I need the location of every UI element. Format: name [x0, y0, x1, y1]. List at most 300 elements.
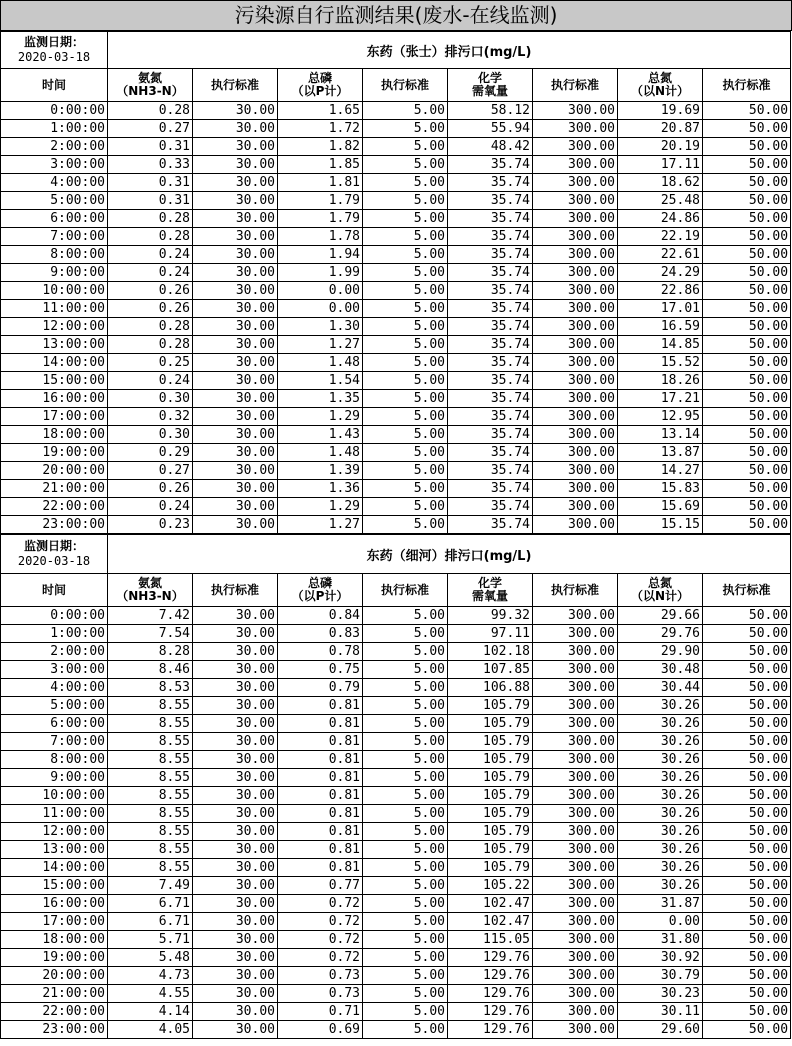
value-cell: 50.00	[703, 787, 791, 805]
value-cell: 29.90	[618, 643, 703, 661]
table-row	[1, 697, 791, 715]
value-cell: 5.00	[363, 625, 448, 643]
value-cell: 105.79	[448, 805, 533, 823]
value-cell: 50.00	[703, 192, 791, 210]
value-cell: 50.00	[703, 282, 791, 300]
table-row	[1, 390, 791, 408]
value-cell: 1.43	[278, 426, 363, 444]
value-cell: 15.69	[618, 498, 703, 516]
value-cell: 300.00	[533, 715, 618, 733]
column-header	[1, 574, 108, 607]
value-cell: 0.81	[278, 805, 363, 823]
time-cell: 13:00:00	[1, 841, 108, 859]
time-cell: 1:00:00	[1, 120, 108, 138]
value-cell: 0.31	[108, 192, 193, 210]
time-cell: 19:00:00	[1, 949, 108, 967]
value-cell: 300.00	[533, 228, 618, 246]
value-cell: 0.71	[278, 1003, 363, 1021]
table-row	[1, 733, 791, 751]
time-cell: 4:00:00	[1, 679, 108, 697]
column-header-line: （以P计）	[291, 84, 349, 98]
value-cell: 22.19	[618, 228, 703, 246]
value-cell: 105.22	[448, 877, 533, 895]
value-cell: 8.46	[108, 661, 193, 679]
value-cell: 30.26	[618, 787, 703, 805]
value-cell: 35.74	[448, 480, 533, 498]
table-row	[1, 643, 791, 661]
value-cell: 300.00	[533, 498, 618, 516]
value-cell: 5.00	[363, 372, 448, 390]
value-cell: 129.76	[448, 1003, 533, 1021]
blocks-container	[0, 31, 792, 1039]
value-cell: 5.00	[363, 390, 448, 408]
value-cell: 50.00	[703, 138, 791, 156]
value-cell: 16.59	[618, 318, 703, 336]
value-cell: 35.74	[448, 426, 533, 444]
table-row	[1, 408, 791, 426]
value-cell: 300.00	[533, 1003, 618, 1021]
column-header-line: 需氧量	[471, 589, 508, 603]
time-cell: 7:00:00	[1, 228, 108, 246]
value-cell: 30.00	[193, 607, 278, 625]
value-cell: 300.00	[533, 138, 618, 156]
outlet-name: 东药（张士）排污口(mg/L)	[108, 32, 791, 69]
value-cell: 13.87	[618, 444, 703, 462]
value-cell: 0.33	[108, 156, 193, 174]
time-cell: 6:00:00	[1, 210, 108, 228]
value-cell: 5.00	[363, 444, 448, 462]
value-cell: 30.00	[193, 661, 278, 679]
value-cell: 0.30	[108, 390, 193, 408]
value-cell: 50.00	[703, 805, 791, 823]
value-cell: 7.54	[108, 625, 193, 643]
monitor-table	[0, 31, 791, 534]
table-row	[1, 1021, 791, 1039]
table-row	[1, 715, 791, 733]
column-header-line: 需氧量	[471, 84, 508, 98]
value-cell: 18.26	[618, 372, 703, 390]
value-cell: 30.00	[193, 336, 278, 354]
value-cell: 5.00	[363, 643, 448, 661]
value-cell: 25.48	[618, 192, 703, 210]
value-cell: 5.00	[363, 138, 448, 156]
table-row	[1, 264, 791, 282]
value-cell: 0.77	[278, 877, 363, 895]
value-cell: 5.00	[363, 787, 448, 805]
value-cell: 50.00	[703, 390, 791, 408]
value-cell: 5.00	[363, 859, 448, 877]
value-cell: 129.76	[448, 1021, 533, 1039]
value-cell: 1.78	[278, 228, 363, 246]
value-cell: 30.00	[193, 156, 278, 174]
value-cell: 5.00	[363, 733, 448, 751]
column-header-line: 执行标准	[722, 582, 771, 597]
value-cell: 50.00	[703, 516, 791, 534]
value-cell: 1.48	[278, 444, 363, 462]
value-cell: 24.29	[618, 264, 703, 282]
value-cell: 31.87	[618, 895, 703, 913]
column-header-line: 总氮	[647, 576, 672, 590]
value-cell: 1.39	[278, 462, 363, 480]
column-header	[703, 574, 791, 607]
date-outlet-row	[1, 32, 791, 69]
value-cell: 58.12	[448, 102, 533, 120]
column-header	[448, 574, 533, 607]
value-cell: 50.00	[703, 949, 791, 967]
value-cell: 50.00	[703, 697, 791, 715]
time-cell: 14:00:00	[1, 859, 108, 877]
value-cell: 5.00	[363, 480, 448, 498]
table-row	[1, 913, 791, 931]
value-cell: 5.00	[363, 751, 448, 769]
value-cell: 0.31	[108, 174, 193, 192]
value-cell: 15.83	[618, 480, 703, 498]
value-cell: 5.00	[363, 1003, 448, 1021]
time-cell: 21:00:00	[1, 480, 108, 498]
value-cell: 107.85	[448, 661, 533, 679]
value-cell: 8.55	[108, 733, 193, 751]
value-cell: 30.00	[193, 282, 278, 300]
table-row	[1, 1003, 791, 1021]
value-cell: 18.62	[618, 174, 703, 192]
value-cell: 35.74	[448, 210, 533, 228]
value-cell: 50.00	[703, 607, 791, 625]
column-header-line: 化学	[477, 576, 502, 590]
table-row	[1, 246, 791, 264]
value-cell: 30.00	[193, 985, 278, 1003]
value-cell: 0.83	[278, 625, 363, 643]
value-cell: 8.55	[108, 823, 193, 841]
value-cell: 5.00	[363, 318, 448, 336]
column-header-line: 时间	[41, 77, 66, 92]
value-cell: 30.26	[618, 859, 703, 877]
column-header	[108, 574, 193, 607]
value-cell: 300.00	[533, 679, 618, 697]
value-cell: 5.00	[363, 985, 448, 1003]
time-cell: 8:00:00	[1, 246, 108, 264]
table-row	[1, 661, 791, 679]
monitor-date-label: 监测日期：	[23, 35, 84, 49]
table-row	[1, 210, 791, 228]
value-cell: 30.00	[193, 877, 278, 895]
value-cell: 0.24	[108, 372, 193, 390]
value-cell: 30.00	[193, 102, 278, 120]
table-row	[1, 769, 791, 787]
table-row	[1, 480, 791, 498]
value-cell: 50.00	[703, 733, 791, 751]
value-cell: 0.81	[278, 715, 363, 733]
table-row	[1, 841, 791, 859]
value-cell: 30.00	[193, 859, 278, 877]
value-cell: 300.00	[533, 661, 618, 679]
value-cell: 5.71	[108, 931, 193, 949]
value-cell: 48.42	[448, 138, 533, 156]
table-row	[1, 372, 791, 390]
value-cell: 4.05	[108, 1021, 193, 1039]
time-cell: 16:00:00	[1, 895, 108, 913]
value-cell: 0.25	[108, 354, 193, 372]
value-cell: 8.55	[108, 751, 193, 769]
value-cell: 30.00	[193, 733, 278, 751]
value-cell: 35.74	[448, 264, 533, 282]
value-cell: 5.00	[363, 769, 448, 787]
value-cell: 300.00	[533, 607, 618, 625]
column-header	[1, 69, 108, 102]
value-cell: 300.00	[533, 643, 618, 661]
time-cell: 10:00:00	[1, 282, 108, 300]
value-cell: 30.44	[618, 679, 703, 697]
value-cell: 0.28	[108, 318, 193, 336]
value-cell: 30.00	[193, 174, 278, 192]
table-row	[1, 877, 791, 895]
value-cell: 50.00	[703, 985, 791, 1003]
table-row	[1, 805, 791, 823]
value-cell: 30.79	[618, 967, 703, 985]
value-cell: 31.80	[618, 931, 703, 949]
value-cell: 30.00	[193, 625, 278, 643]
table-row	[1, 931, 791, 949]
value-cell: 20.19	[618, 138, 703, 156]
value-cell: 1.35	[278, 390, 363, 408]
value-cell: 30.00	[193, 300, 278, 318]
value-cell: 35.74	[448, 228, 533, 246]
column-header-line: 执行标准	[380, 77, 429, 92]
value-cell: 5.00	[363, 715, 448, 733]
value-cell: 5.00	[363, 877, 448, 895]
value-cell: 30.26	[618, 733, 703, 751]
column-header-line: 执行标准	[380, 582, 429, 597]
value-cell: 0.26	[108, 480, 193, 498]
value-cell: 0.81	[278, 751, 363, 769]
value-cell: 102.18	[448, 643, 533, 661]
table-row	[1, 625, 791, 643]
value-cell: 50.00	[703, 228, 791, 246]
value-cell: 5.00	[363, 174, 448, 192]
value-cell: 30.00	[193, 480, 278, 498]
value-cell: 50.00	[703, 354, 791, 372]
value-cell: 50.00	[703, 408, 791, 426]
value-cell: 30.00	[193, 787, 278, 805]
time-cell: 9:00:00	[1, 264, 108, 282]
value-cell: 99.32	[448, 607, 533, 625]
table-row	[1, 949, 791, 967]
value-cell: 5.00	[363, 336, 448, 354]
value-cell: 0.27	[108, 462, 193, 480]
value-cell: 5.00	[363, 300, 448, 318]
value-cell: 30.00	[193, 715, 278, 733]
value-cell: 29.60	[618, 1021, 703, 1039]
value-cell: 55.94	[448, 120, 533, 138]
value-cell: 5.00	[363, 949, 448, 967]
column-header-line: 执行标准	[722, 77, 771, 92]
column-header-line: 总磷	[307, 576, 332, 590]
value-cell: 0.00	[278, 282, 363, 300]
value-cell: 30.23	[618, 985, 703, 1003]
value-cell: 30.00	[193, 931, 278, 949]
column-header-line: 执行标准	[550, 582, 599, 597]
outlet-name: 东药（细河）排污口(mg/L)	[108, 535, 791, 574]
time-cell: 23:00:00	[1, 516, 108, 534]
value-cell: 1.27	[278, 336, 363, 354]
time-cell: 11:00:00	[1, 805, 108, 823]
value-cell: 1.29	[278, 408, 363, 426]
value-cell: 30.00	[193, 697, 278, 715]
value-cell: 5.00	[363, 192, 448, 210]
value-cell: 0.28	[108, 102, 193, 120]
column-header-row	[1, 574, 791, 607]
value-cell: 300.00	[533, 336, 618, 354]
value-cell: 35.74	[448, 300, 533, 318]
column-header-line: 化学	[477, 71, 502, 85]
column-header-line: 总氮	[647, 71, 672, 85]
monitor-date-label: 监测日期：	[23, 539, 84, 553]
column-header-line: 时间	[41, 582, 66, 597]
value-cell: 5.00	[363, 120, 448, 138]
value-cell: 300.00	[533, 697, 618, 715]
value-cell: 129.76	[448, 967, 533, 985]
value-cell: 5.00	[363, 210, 448, 228]
value-cell: 5.00	[363, 282, 448, 300]
time-cell: 20:00:00	[1, 462, 108, 480]
value-cell: 5.00	[363, 967, 448, 985]
value-cell: 19.69	[618, 102, 703, 120]
column-header	[363, 574, 448, 607]
value-cell: 0.29	[108, 444, 193, 462]
value-cell: 300.00	[533, 841, 618, 859]
value-cell: 50.00	[703, 120, 791, 138]
value-cell: 35.74	[448, 516, 533, 534]
value-cell: 300.00	[533, 192, 618, 210]
table-row	[1, 751, 791, 769]
table-row	[1, 787, 791, 805]
value-cell: 50.00	[703, 174, 791, 192]
value-cell: 300.00	[533, 859, 618, 877]
value-cell: 105.79	[448, 769, 533, 787]
value-cell: 20.87	[618, 120, 703, 138]
table-row	[1, 516, 791, 534]
time-cell: 8:00:00	[1, 751, 108, 769]
value-cell: 50.00	[703, 931, 791, 949]
time-cell: 18:00:00	[1, 426, 108, 444]
value-cell: 5.00	[363, 697, 448, 715]
time-cell: 16:00:00	[1, 390, 108, 408]
value-cell: 1.79	[278, 192, 363, 210]
value-cell: 35.74	[448, 354, 533, 372]
monitor-table	[0, 534, 791, 1039]
table-row	[1, 138, 791, 156]
value-cell: 300.00	[533, 751, 618, 769]
monitor-date-cell	[1, 535, 108, 574]
value-cell: 105.79	[448, 697, 533, 715]
value-cell: 35.74	[448, 318, 533, 336]
value-cell: 5.00	[363, 516, 448, 534]
value-cell: 300.00	[533, 931, 618, 949]
value-cell: 0.72	[278, 931, 363, 949]
value-cell: 29.76	[618, 625, 703, 643]
value-cell: 50.00	[703, 859, 791, 877]
table-row	[1, 354, 791, 372]
value-cell: 0.28	[108, 228, 193, 246]
value-cell: 129.76	[448, 949, 533, 967]
value-cell: 22.61	[618, 246, 703, 264]
value-cell: 50.00	[703, 462, 791, 480]
value-cell: 35.74	[448, 174, 533, 192]
value-cell: 6.71	[108, 895, 193, 913]
value-cell: 300.00	[533, 210, 618, 228]
value-cell: 5.00	[363, 246, 448, 264]
value-cell: 30.00	[193, 426, 278, 444]
time-cell: 12:00:00	[1, 318, 108, 336]
time-cell: 21:00:00	[1, 985, 108, 1003]
value-cell: 50.00	[703, 769, 791, 787]
page-title: 污染源自行监测结果(废水-在线监测)	[0, 0, 792, 31]
value-cell: 50.00	[703, 913, 791, 931]
value-cell: 50.00	[703, 336, 791, 354]
value-cell: 50.00	[703, 246, 791, 264]
table-row	[1, 192, 791, 210]
value-cell: 30.11	[618, 1003, 703, 1021]
value-cell: 300.00	[533, 733, 618, 751]
value-cell: 35.74	[448, 336, 533, 354]
table-row	[1, 318, 791, 336]
value-cell: 30.00	[193, 318, 278, 336]
time-cell: 18:00:00	[1, 931, 108, 949]
value-cell: 0.84	[278, 607, 363, 625]
time-cell: 13:00:00	[1, 336, 108, 354]
value-cell: 50.00	[703, 300, 791, 318]
value-cell: 7.42	[108, 607, 193, 625]
time-cell: 3:00:00	[1, 661, 108, 679]
monitor-date-cell	[1, 32, 108, 69]
value-cell: 8.55	[108, 787, 193, 805]
value-cell: 50.00	[703, 841, 791, 859]
column-header-line: （以P计）	[291, 589, 349, 603]
value-cell: 50.00	[703, 444, 791, 462]
time-cell: 0:00:00	[1, 102, 108, 120]
value-cell: 0.81	[278, 841, 363, 859]
value-cell: 30.00	[193, 1021, 278, 1039]
value-cell: 50.00	[703, 751, 791, 769]
column-header	[618, 69, 703, 102]
value-cell: 300.00	[533, 264, 618, 282]
column-header-row	[1, 69, 791, 102]
column-header	[703, 69, 791, 102]
time-cell: 3:00:00	[1, 156, 108, 174]
value-cell: 5.00	[363, 913, 448, 931]
value-cell: 300.00	[533, 390, 618, 408]
column-header-line: （以N计）	[630, 84, 690, 98]
value-cell: 30.00	[193, 408, 278, 426]
table-row	[1, 859, 791, 877]
time-cell: 5:00:00	[1, 697, 108, 715]
value-cell: 5.00	[363, 408, 448, 426]
value-cell: 17.21	[618, 390, 703, 408]
value-cell: 50.00	[703, 210, 791, 228]
value-cell: 1.48	[278, 354, 363, 372]
value-cell: 0.32	[108, 408, 193, 426]
value-cell: 30.00	[193, 264, 278, 282]
time-cell: 20:00:00	[1, 967, 108, 985]
table-row	[1, 228, 791, 246]
value-cell: 300.00	[533, 823, 618, 841]
time-cell: 2:00:00	[1, 138, 108, 156]
value-cell: 30.00	[193, 949, 278, 967]
value-cell: 30.00	[193, 769, 278, 787]
value-cell: 0.69	[278, 1021, 363, 1039]
value-cell: 300.00	[533, 913, 618, 931]
value-cell: 30.00	[193, 354, 278, 372]
value-cell: 1.99	[278, 264, 363, 282]
